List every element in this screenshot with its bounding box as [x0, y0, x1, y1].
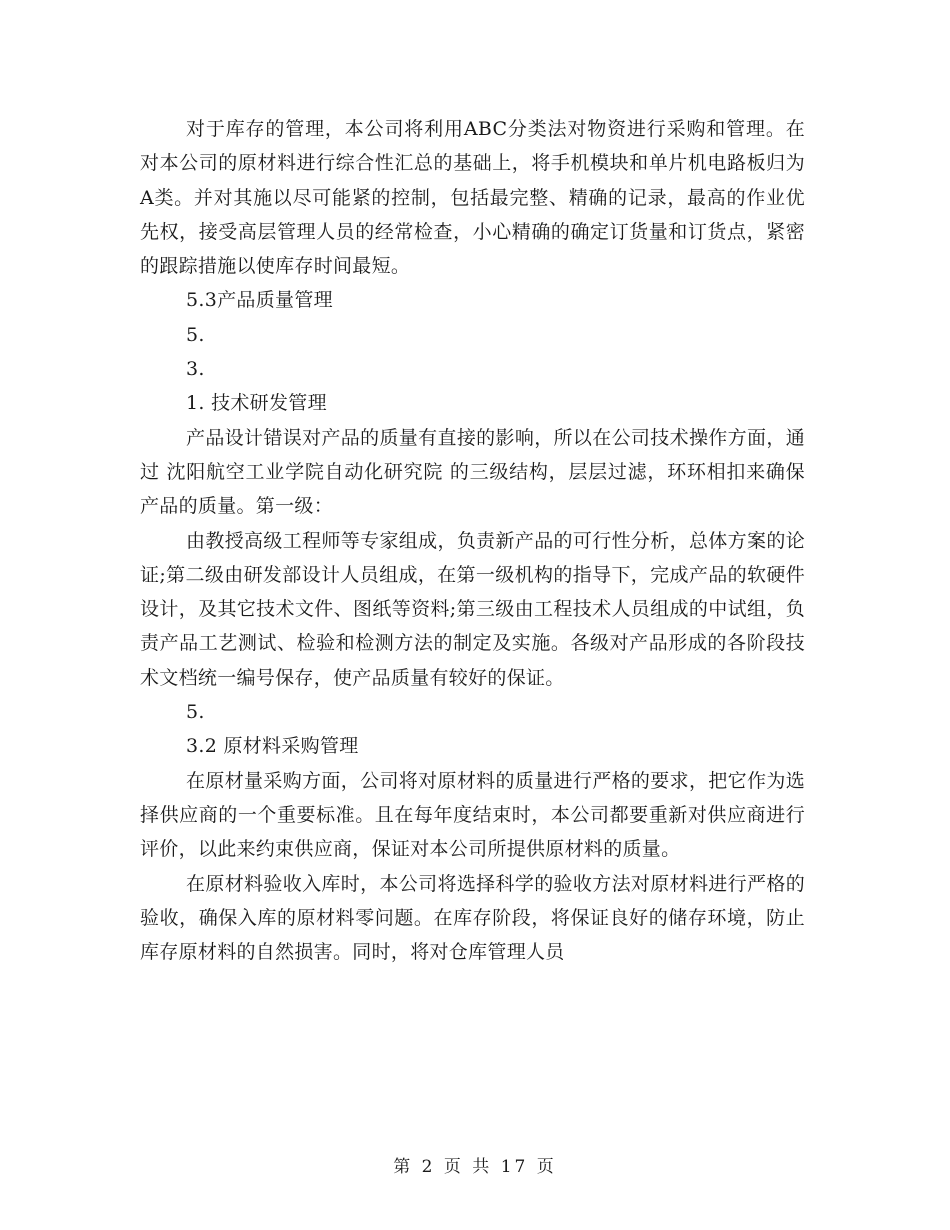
paragraph-procurement: 在原材量采购方面，公司将对原材料的质量进行严格的要求，把它作为选择供应商的一个重要标准。且在每年度结束时，本公司都要重新对供应商进行评价，以此来约束供应商，保证对本公司所提供原材料的质量。 [140, 769, 805, 861]
page-number-footer: 第 2 页 共 17 页 [393, 1157, 557, 1177]
paragraph-three-levels: 由教授高级工程师等专家组成，负责新产品的可行性分析，总体方案的论证;第二级由研发部设计人员组成，在第一级机构的指导下，完成产品的软硬件设计，及其它技术文件、图纸等资料;第三级由工程技术人员组成的中试组，负责产品工艺测试、检验和检测方法的制定及实施。各级对产品形成的各阶段技术文档统一编号保存，使产品质量有较好的保证。 [140, 529, 805, 689]
section-number-fragment: 3. [186, 358, 205, 381]
section-number-fragment: 5. [186, 323, 205, 346]
subsection-heading-procurement: 3.2 原材料采购管理 [186, 735, 359, 758]
paragraph-warehousing: 在原材料验收入库时，本公司将选择科学的验收方法对原材料进行严格的验收，确保入库的原材料零问题。在库存阶段，将保证良好的储存环境，防止库存原材料的自然损害。同时，将对仓库管理人员 [140, 872, 805, 964]
subsection-heading-rd: 1. 技术研发管理 [186, 392, 327, 415]
paragraph-design-quality: 产品设计错误对产品的质量有直接的影响，所以在公司技术操作方面，通过 沈阳航空工业学院自动化研究院 的三级结构，层层过滤，环环相扣来确保产品的质量。第一级： [140, 426, 805, 518]
paragraph-inventory-management: 对于库存的管理，本公司将利用ABC分类法对物资进行采购和管理。在对本公司的原材料进行综合性汇总的基础上，将手机模块和单片机电路板归为A类。并对其施以尽可能紧的控制，包括最完整、精确的记录，最高的作业优先权，接受高层管理人员的经常检查，小心精确的确定订货量和订货点，紧密的跟踪措施以使库存时间最短。 [140, 118, 805, 278]
section-heading-quality: 5.3产品质量管理 [186, 289, 333, 312]
section-number-fragment: 5. [186, 701, 205, 724]
document-body [140, 112, 805, 969]
